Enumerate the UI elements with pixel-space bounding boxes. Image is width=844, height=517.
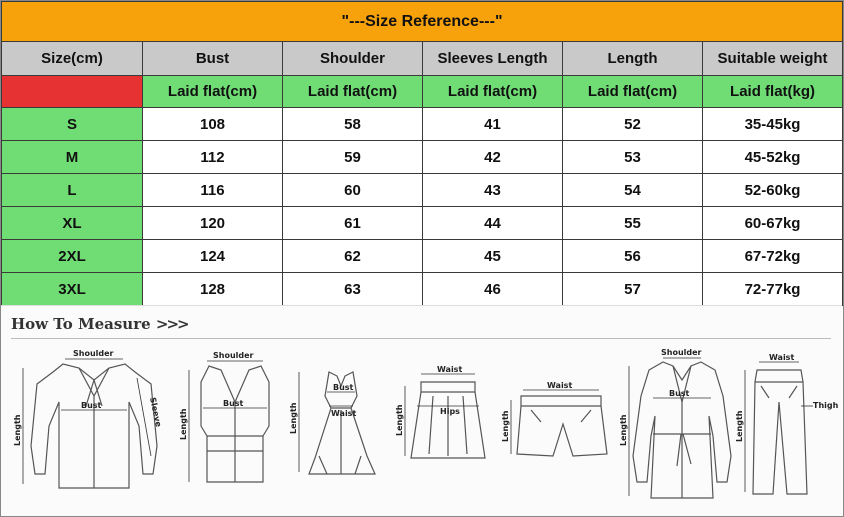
shoulder-cell: 58 [283,108,423,141]
trousers-waist-label: Waist [769,353,795,362]
bust-cell: 124 [143,240,283,273]
weight-cell: 60-67kg [703,207,843,240]
length-cell: 54 [563,174,703,207]
skirt-hips-label: Hips [440,407,460,416]
sleeves-length-cell: 41 [423,108,563,141]
length-cell: 52 [563,108,703,141]
coat-sketch [619,348,731,498]
arrows-icon: >>> [155,315,188,333]
weight-cell: 45-52kg [703,141,843,174]
unit-sleeves-length: Laid flat(cm) [423,76,563,108]
dress-waist-label: Waist [331,409,357,418]
shoulder-cell: 59 [283,141,423,174]
size-cell: M [2,141,143,174]
shoulder-cell: 61 [283,207,423,240]
vest-length-label: Length [179,408,188,440]
blouse-sketch [13,349,163,488]
coat-bust-label: Bust [669,389,690,398]
weight-cell: 72-77kg [703,273,843,306]
coat-length-label: Length [619,414,628,446]
weight-cell: 35-45kg [703,108,843,141]
weight-cell: 52-60kg [703,174,843,207]
garment-sketches [1,306,842,517]
header-shoulder: Shoulder [283,42,423,76]
length-cell: 53 [563,141,703,174]
table-row [2,174,843,207]
length-cell: 56 [563,240,703,273]
dress-sketch [289,372,375,474]
shoulder-cell: 60 [283,174,423,207]
table-row [2,207,843,240]
sleeves-length-cell: 44 [423,207,563,240]
bust-cell: 128 [143,273,283,306]
table-row [2,108,843,141]
table-row [2,141,843,174]
shoulder-cell: 62 [283,240,423,273]
header-row [2,42,843,76]
sleeves-length-cell: 42 [423,141,563,174]
header-size: Size(cm) [2,42,143,76]
sleeves-length-cell: 43 [423,174,563,207]
unit-row [2,76,843,108]
vest-bust-label: Bust [223,399,244,408]
blouse-sleeve-label: Sleeve [148,396,164,428]
unit-bust: Laid flat(cm) [143,76,283,108]
blouse-shoulder-label: Shoulder [73,349,114,358]
blouse-bust-label: Bust [81,401,102,410]
trousers-thigh-label: Thigh [813,401,839,410]
size-cell: XL [2,207,143,240]
table-title: "---Size Reference---" [2,2,843,42]
unit-length: Laid flat(cm) [563,76,703,108]
header-length: Length [563,42,703,76]
header-sleeves-length: Sleeves Length [423,42,563,76]
shorts-sketch [501,381,607,456]
how-to-measure-label: How To Measure [11,315,151,333]
shorts-waist-label: Waist [547,381,573,390]
skirt-sketch [395,365,485,458]
coat-shoulder-label: Shoulder [661,348,702,357]
bust-cell: 120 [143,207,283,240]
length-cell: 55 [563,207,703,240]
weight-cell: 67-72kg [703,240,843,273]
sleeves-length-cell: 45 [423,240,563,273]
bust-cell: 112 [143,141,283,174]
bust-cell: 116 [143,174,283,207]
size-cell: 3XL [2,273,143,306]
how-to-measure-section [1,305,842,516]
unit-shoulder: Laid flat(cm) [283,76,423,108]
skirt-length-label: Length [395,404,404,436]
trousers-sketch [735,353,839,494]
shoulder-cell: 63 [283,273,423,306]
skirt-waist-label: Waist [437,365,463,374]
bust-cell: 108 [143,108,283,141]
unit-size-blank [2,76,143,108]
header-bust: Bust [143,42,283,76]
size-cell: S [2,108,143,141]
unit-suitable-weight: Laid flat(kg) [703,76,843,108]
size-cell: L [2,174,143,207]
dress-length-label: Length [289,402,298,434]
header-suitable-weight: Suitable weight [703,42,843,76]
trousers-length-label: Length [735,410,744,442]
sleeves-length-cell: 46 [423,273,563,306]
size-reference-table [1,1,843,306]
shorts-length-label: Length [501,410,510,442]
size-cell: 2XL [2,240,143,273]
length-cell: 57 [563,273,703,306]
table-row [2,273,843,306]
vest-shoulder-label: Shoulder [213,351,254,360]
vest-sketch [179,351,269,482]
table-row [2,240,843,273]
blouse-length-label: Length [13,414,22,446]
dress-bust-label: Bust [333,383,354,392]
